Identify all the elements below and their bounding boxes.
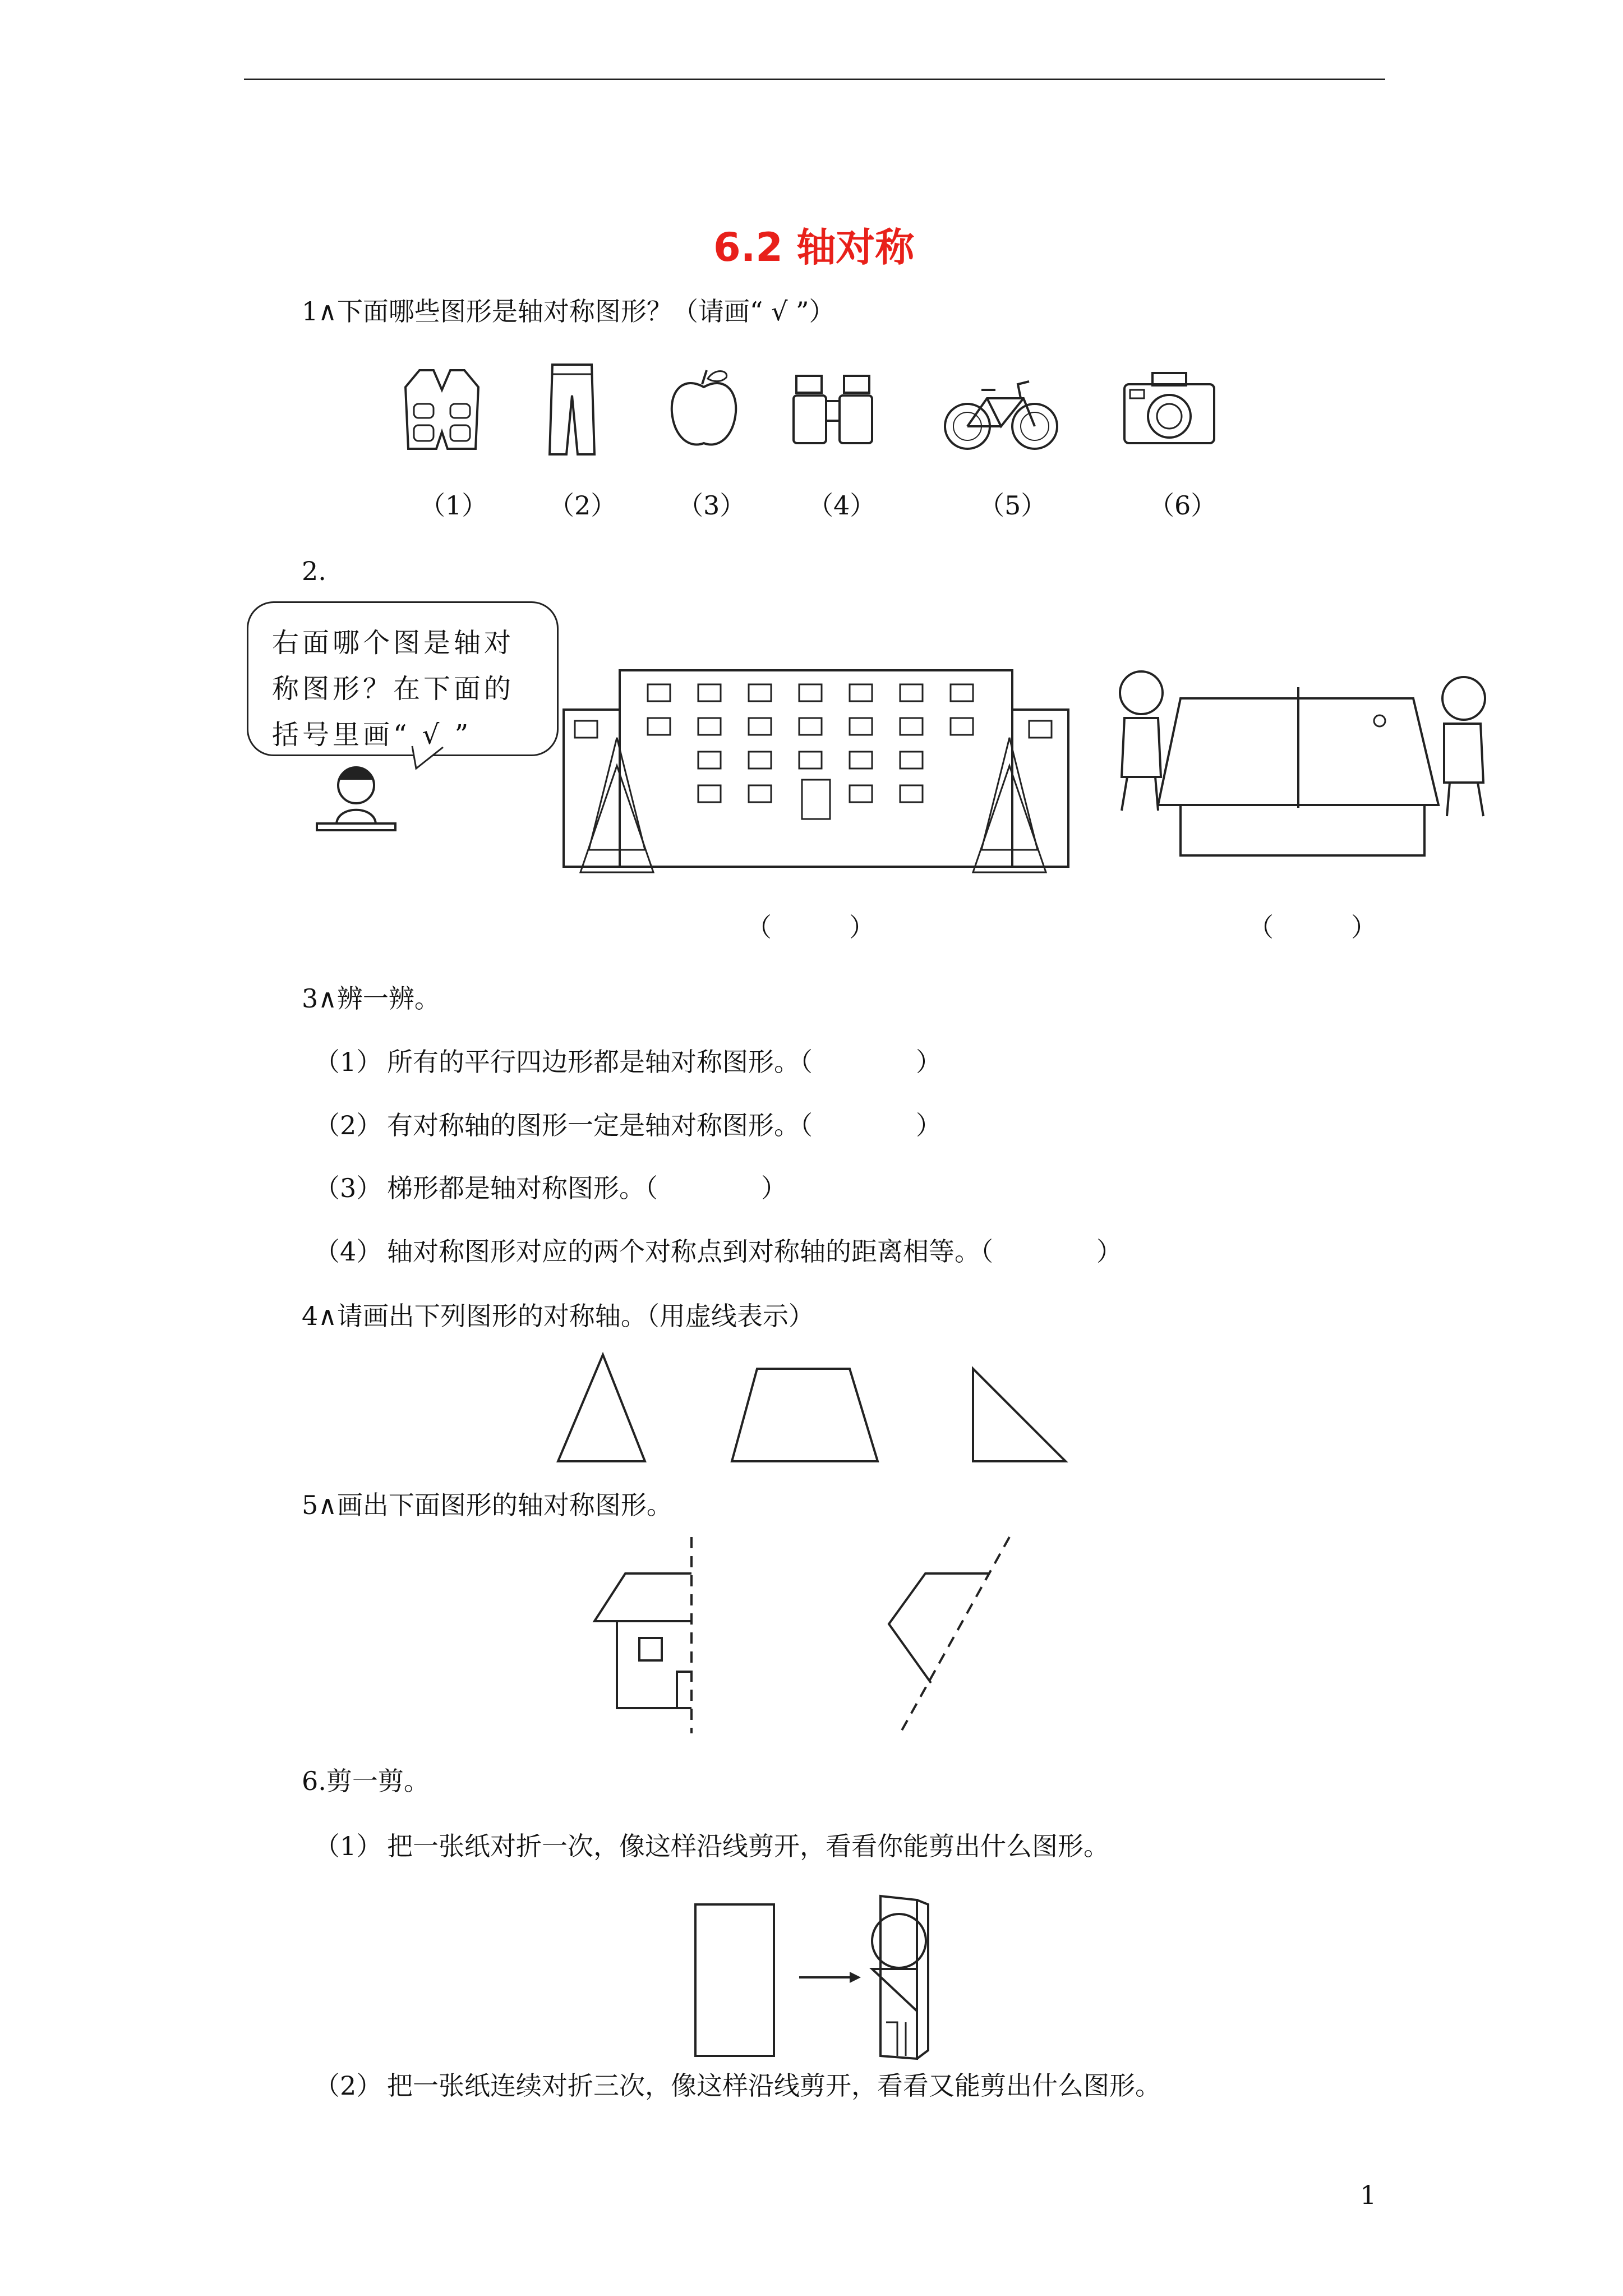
q3-text-3: 梯形都是轴对称图形。（ ） (387, 1173, 787, 1203)
q3-text-1: 所有的平行四边形都是轴对称图形。（ ） (387, 1047, 942, 1077)
q6-text-1: 把一张纸对折一次，像这样沿线剪开，看看你能剪出什么图形。 (387, 1831, 1109, 1861)
q6-text-2: 把一张纸连续对折三次，像这样沿线剪开，看看又能剪出什么图形。 (387, 2070, 1161, 2101)
bicycle-icon (942, 373, 1060, 452)
q3-num-3: （3） (314, 1173, 382, 1203)
q1-label-2: （2） (548, 490, 617, 521)
q4-prompt: 4∧请画出下列图形的对称轴。（用虚线表示） (302, 1301, 814, 1331)
q1-prompt: 1∧下面哪些图形是轴对称图形？（请画“ √ ”） (302, 296, 835, 326)
q3-num-2: （2） (314, 1110, 382, 1140)
vest-icon (403, 365, 481, 454)
q6-prompt: 6.剪一剪。 (302, 1766, 430, 1796)
binoculars-icon (791, 370, 875, 449)
q2-answer-left[interactable]: （ ） (746, 912, 875, 942)
student-icon (314, 757, 398, 836)
trapezoid (729, 1366, 880, 1464)
apple-icon (667, 367, 740, 452)
q3-prompt: 3∧辨一辨。 (302, 983, 440, 1014)
isosceles-triangle (555, 1352, 651, 1464)
q1-label-5: （5） (979, 490, 1047, 521)
pants-icon (547, 362, 597, 460)
bubble-text: 右面哪个图是轴对称图形？在下面的括号里画“ √ ” (272, 627, 515, 751)
q2-number: 2. (302, 556, 326, 586)
q5-prompt: 5∧画出下面图形的轴对称图形。 (302, 1490, 672, 1520)
q3-text-4: 轴对称图形对应的两个对称点到对称轴的距离相等。（ ） (387, 1236, 1122, 1267)
page-title: 6.2 轴对称 (713, 224, 915, 270)
ping-pong-image (1091, 665, 1495, 861)
header-rule (244, 79, 1385, 80)
half-house-figure (592, 1534, 704, 1736)
q6-num-2: （2） (314, 2070, 382, 2101)
paper-fold-diagram (693, 1893, 939, 2064)
school-building-image (555, 665, 1077, 878)
q1-label-6: （6） (1149, 490, 1217, 521)
q1-label-3: （3） (677, 490, 746, 521)
right-triangle (970, 1366, 1068, 1464)
q2-answer-right[interactable]: （ ） (1248, 912, 1377, 942)
q3-text-2: 有对称轴的图形一定是轴对称图形。（ ） (387, 1110, 942, 1140)
q3-num-4: （4） (314, 1236, 382, 1267)
q1-label-1: （1） (419, 490, 488, 521)
q6-num-1: （1） (314, 1831, 382, 1861)
camera-icon (1122, 370, 1217, 449)
q3-num-1: （1） (314, 1047, 382, 1077)
q1-label-4: （4） (808, 490, 876, 521)
page-number: 1 (1360, 2180, 1377, 2210)
half-polygon-figure (883, 1534, 1018, 1736)
